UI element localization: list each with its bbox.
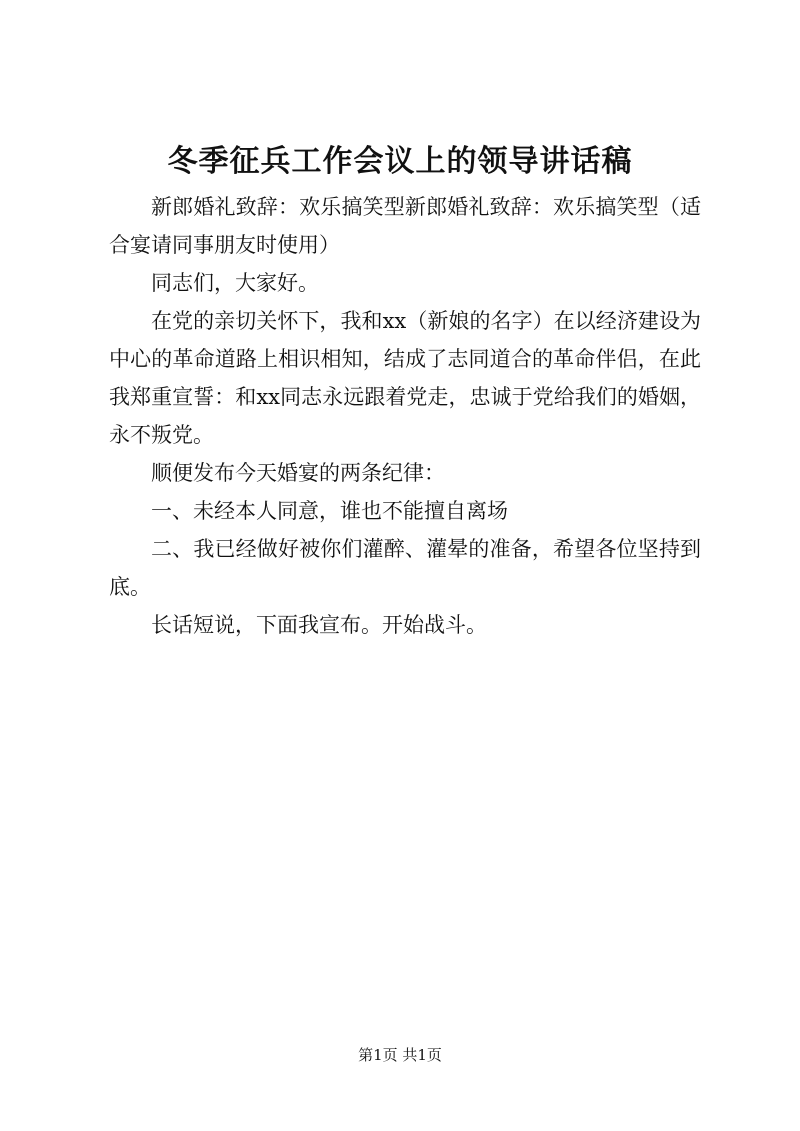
page-title: 冬季征兵工作会议上的领导讲话稿	[167, 144, 633, 179]
paragraph-7: 长话短说，下面我宣布。开始战斗。	[151, 613, 487, 637]
paragraph-1: 新郎婚礼致辞：欢乐搞笑型新郎婚礼致辞：欢乐搞笑型（适合宴请同事朋友时使用）	[109, 195, 701, 257]
paragraph-2: 同志们，大家好。	[151, 271, 319, 295]
paragraph-4: 顺便发布今天婚宴的两条纪律：	[151, 461, 445, 485]
paragraph-5: 一、未经本人同意，谁也不能擅自离场	[151, 499, 508, 523]
page-number-footer: 第1页 共1页	[358, 1046, 442, 1064]
document-body	[109, 188, 701, 644]
paragraph-3: 在党的亲切关怀下，我和xx（新娘的名字）在以经济建设为中心的革命道路上相识相知，结成了志同道合的革命伴侣，在此我郑重宣誓：和xx同志永远跟着党走，忠诚于党给我们的婚姻，永不叛党。	[109, 309, 701, 447]
paragraph-6: 二、我已经做好被你们灌醉、灌晕的准备，希望各位坚持到底。	[109, 537, 701, 599]
